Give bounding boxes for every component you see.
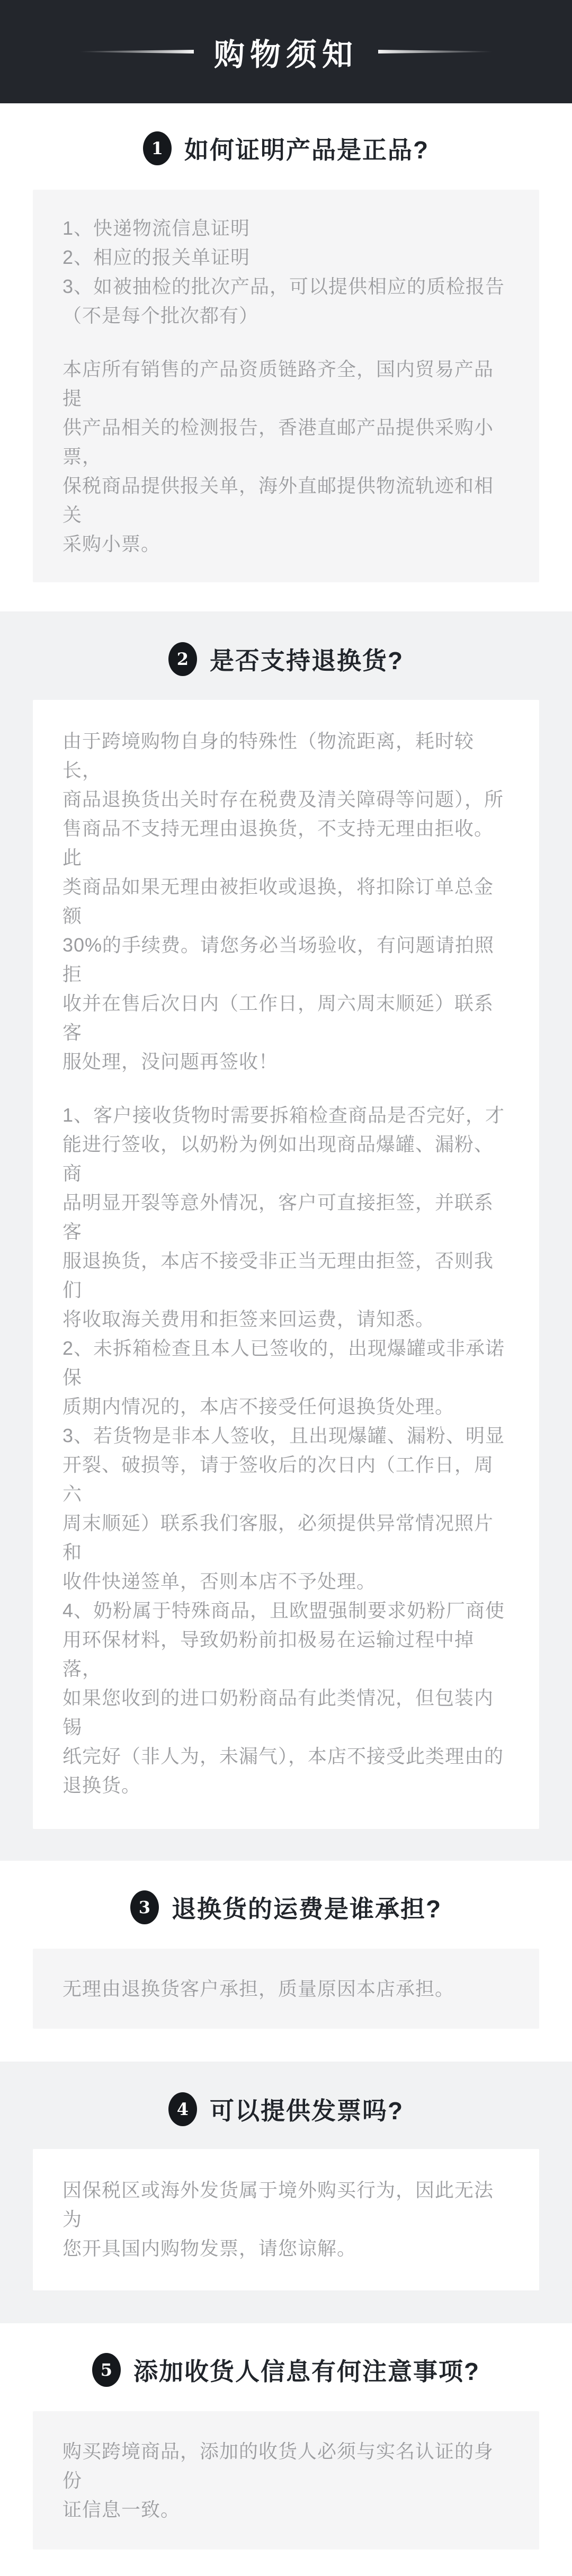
section-number-badge [92,2353,121,2387]
section-number-badge [130,1890,159,1924]
badge-number: 2 [176,649,189,669]
page-title: 购物须知 [213,37,358,72]
section-heading: 退换货的运费是谁承担? [171,1895,442,1923]
card-paragraph: 无理由退换货客户承担，质量原因本店承担。 [62,1978,455,2000]
section-consignee-info [0,2323,572,2576]
badge-number: 5 [100,2360,113,2380]
notice-header [0,0,572,103]
section-invoice [0,2062,572,2323]
section-heading-row [0,642,572,677]
section-card [33,2411,539,2550]
section-shipping-fee [0,1861,572,2062]
section-card [33,1949,539,2029]
header-deco-line-right-icon [378,50,492,54]
card-paragraph: 1、客户接收货物时需要拆箱检查商品是否完好，才 能进行签收，以奶粉为例如出现商品爆罐、漏粉、商 品明显开裂等意外情况，客户可直接拒签，并联系客 服退换货，本店不接受非正当无理由拒签，否则我们 将收取海关费用和拒签来回运费，请知悉。 [62,1104,505,1330]
section-card [33,700,539,1829]
section-number-badge [168,642,197,676]
card-paragraph: 本店所有销售的产品资质链路齐全，国内贸易产品提 供产品相关的检测报告，香港直邮产品提供采购小票， 保税商品提供报关单，海外直邮提供物流轨迹和相关 采购小票。 [62,358,494,555]
section-card [33,190,539,582]
section-number-badge [168,2092,197,2126]
section-number-badge [143,131,172,165]
card-paragraph: 由于跨境购物自身的特殊性（物流距离，耗时较长， 商品退换货出关时存在税费及清关障碍等问题），所 售商品不支持无理由退换货，不支持无理由拒收。此 类商品如果无理由被拒收或退换，将扣除订单总金额 30%的手续费。请您务必当场验收，有问题请拍照拒 收并在售后次日内（工作日，周六周末顺延）联系客 服处理，没问题再签收！ [62,730,504,1072]
header-deco-line-left-icon [80,50,194,54]
card-paragraph: 4、奶粉属于特殊商品，且欧盟强制要求奶粉厂商使 用环保材料，导致奶粉前扣极易在运输过程中掉落， 如果您收到的进口奶粉商品有此类情况，但包装内锡 纸完好（非人为，未漏气），本店不接受此类理由的 退换货。 [62,1600,505,1796]
badge-number: 4 [176,2099,189,2119]
section-heading: 是否支持退换货? [209,647,404,674]
section-heading-row [0,2092,572,2127]
section-returns [0,611,572,1861]
section-heading-row [0,2352,572,2387]
card-paragraph: 3、若货物是非本人签收，且出现爆罐、漏粉、明显 开裂、破损等，请于签收后的次日内（工作日，周六 周末顺延）联系我们客服，必须提供异常情况照片和 收件快递签单，否则本店不予处理。 [62,1425,505,1592]
section-authenticity [0,103,572,611]
section-heading-row [0,131,572,166]
card-paragraph: 2、未拆箱检查且本人已签收的，出现爆罐或非承诺保 质期内情况的，本店不接受任何退换货处理。 [62,1337,505,1417]
section-card [33,2149,539,2290]
badge-number: 1 [151,138,164,158]
badge-number: 3 [138,1897,151,1917]
section-heading: 可以提供发票吗? [209,2097,404,2125]
section-heading-row [0,1890,572,1925]
card-paragraph: 1、快递物流信息证明 2、相应的报关单证明 3、如被抽检的批次产品，可以提供相应的质检报告 （不是每个批次都有） [62,217,505,326]
card-paragraph: 购买跨境商品，添加的收货人必须与实名认证的身份 证信息一致。 [62,2440,494,2520]
card-paragraph: 因保税区或海外发货属于境外购买行为，因此无法为 您开具国内购物发票，请您谅解。 [62,2179,494,2259]
section-heading: 添加收货人信息有何注意事项? [133,2358,480,2385]
section-heading: 如何证明产品是正品? [184,136,430,164]
